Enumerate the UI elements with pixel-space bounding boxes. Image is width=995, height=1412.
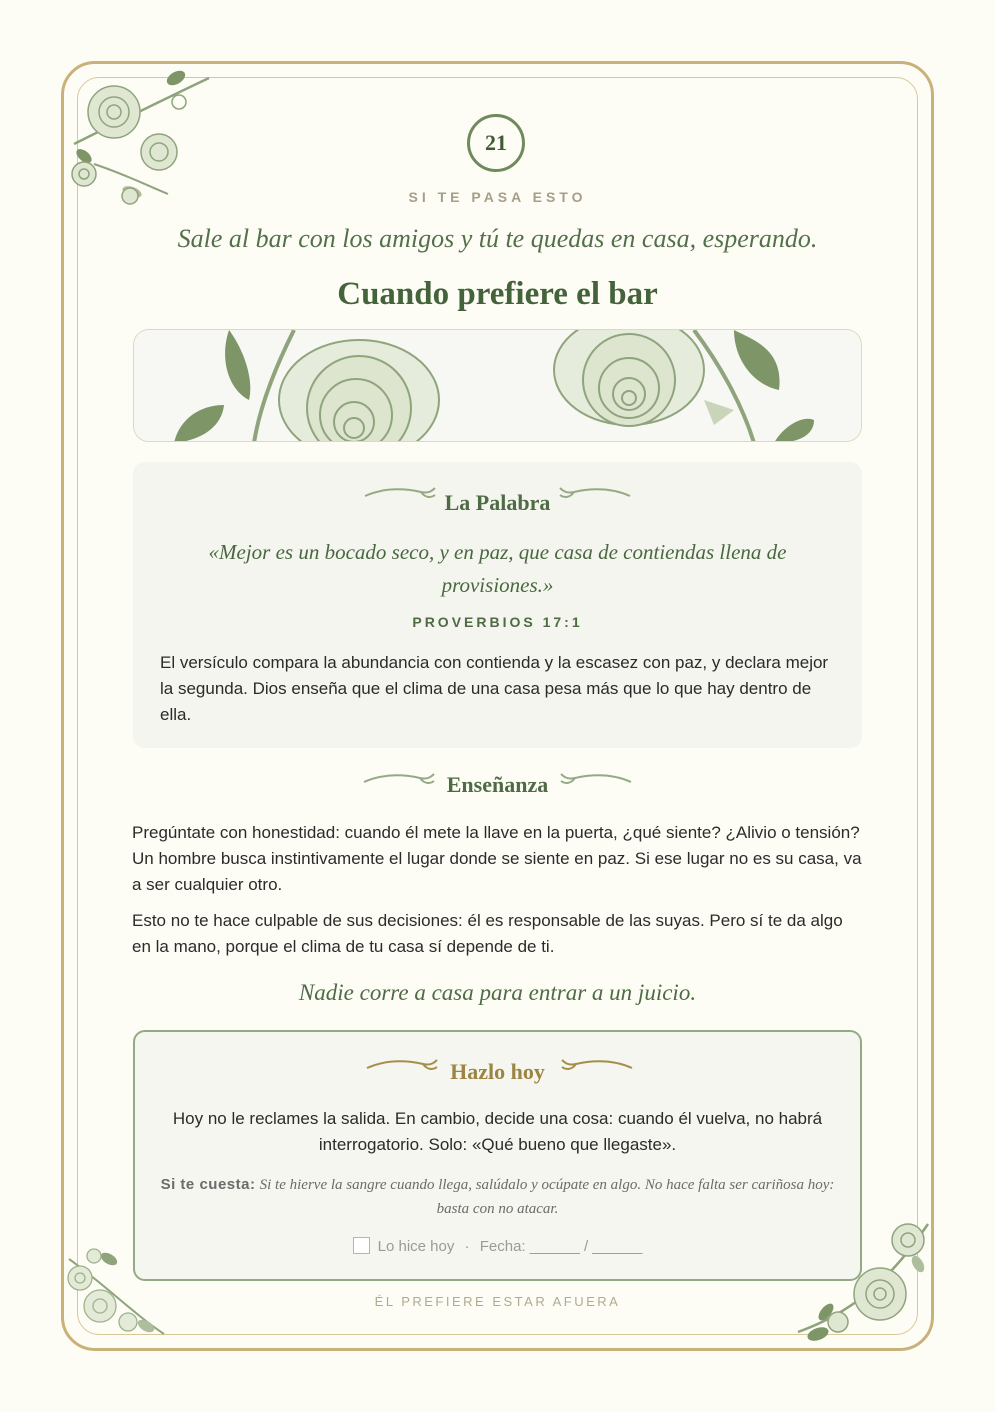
chapter-number-badge [467,114,525,172]
done-today-row [135,1237,860,1255]
date-field[interactable]: Fecha: ______ / ______ [479,1238,643,1255]
scripture-explanation: El versículo compara la abundancia con contienda y la escasez con paz, y declara mejor la segunda. Dios enseña que el clima de una casa pesa más que lo que hay dentro de ella. [160,653,829,724]
situation-subtitle: Sale al bar con los amigos y tú te quedas en casa, esperando. [177,224,818,253]
action-body: Hoy no le reclames la salida. En cambio, decide una cosa: cuando él vuelva, no habrá interrogatorio. Solo: «Qué bueno que llegaste». [172,1109,823,1154]
done-today-label: Lo hice hoy [377,1238,455,1255]
teaching-highlight: Nadie corre a casa para entrar a un juicio. [298,980,697,1005]
if-hard-label: Si te cuesta: [160,1176,256,1193]
floral-banner [133,329,862,442]
done-today-checkbox[interactable] [353,1237,370,1254]
swash-right-icon [557,486,632,502]
page-footer: ÉL PREFIERE ESTAR AFUERA [374,1294,621,1309]
scripture-heading: La Palabra [444,490,551,515]
teaching-paragraph: Esto no te hace culpable de sus decisiones: él es responsable de las suyas. Pero sí te da algo en la mano, porque el clima de tu casa sí depende de ti. [132,911,843,956]
separator-dot: · [464,1238,470,1255]
teaching-heading: Enseñanza [446,772,549,797]
teaching-paragraph: Pregúntate con honestidad: cuando él mete la llave en la puerta, ¿qué siente? ¿Alivio o tensión? Un hombre busca instintivamente el lugar donde se siente en paz. Si ese lugar no es su casa, va a ser cualquier otro. [132,823,862,894]
action-card [133,1030,862,1281]
scripture-quote: «Mejor es un bocado seco, y en paz, que casa de contiendas llena de provisiones.» [208,540,787,597]
rose-illustration-icon [134,330,862,442]
chapter-number: 21 [485,130,507,155]
swash-right-icon [558,772,633,788]
swash-right-icon [559,1058,634,1074]
action-heading: Hazlo hoy [450,1059,545,1084]
if-hard-tip [160,1173,835,1221]
section-eyebrow: SI TE PASA ESTO [408,189,587,205]
page-title: Cuando prefiere el bar [337,276,658,312]
if-hard-text: Si te hierve la sangre cuando llega, salúdalo y ocúpate en algo. No hace falta ser cariñosa hoy: basta con no atacar. [259,1177,835,1217]
scripture-reference: PROVERBIOS 17:1 [412,614,583,630]
scripture-card [133,462,862,748]
